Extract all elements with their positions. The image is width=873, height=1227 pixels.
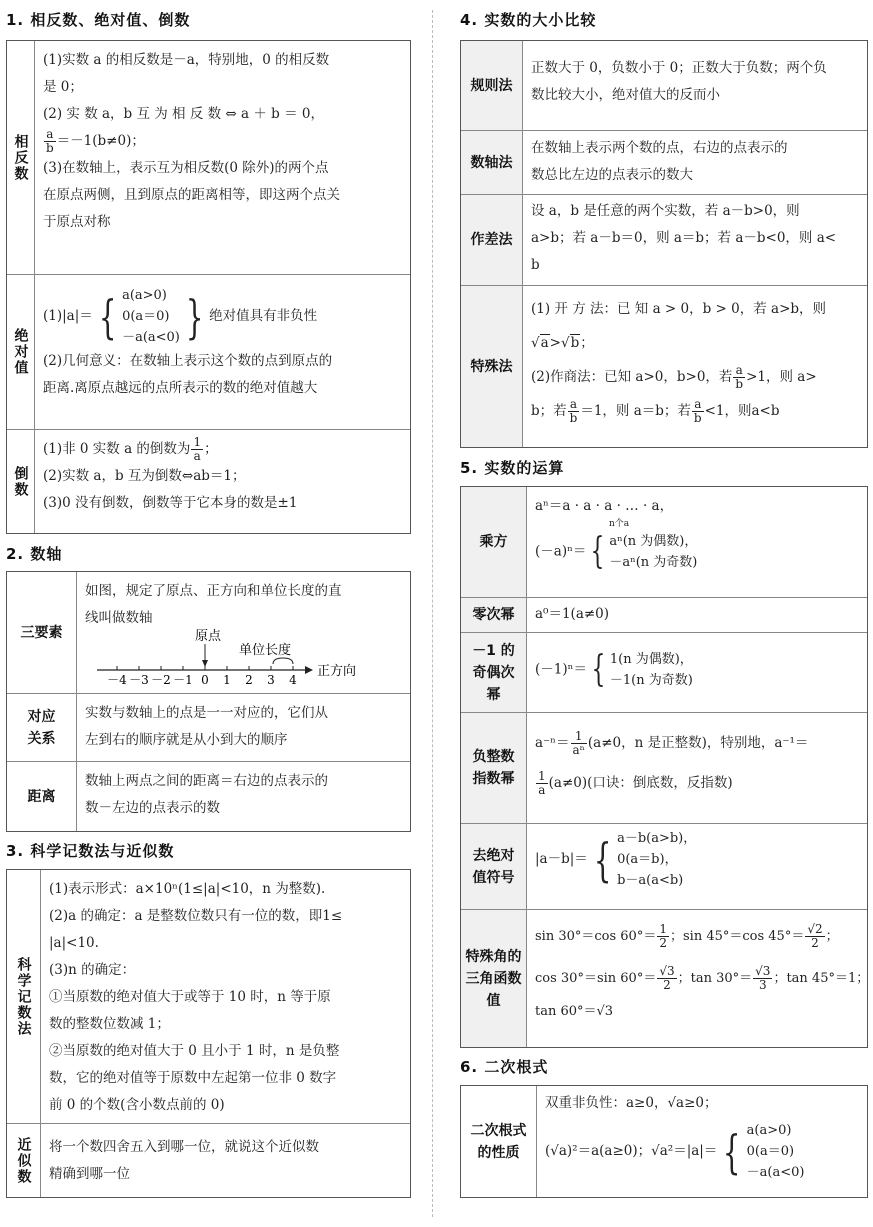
text-line: 将一个数四舍五入到哪一位，就说这个近似数 [49,1139,319,1155]
row-content [527,598,867,632]
tick-label: －2 [151,673,171,686]
left-brace: { [98,289,117,344]
fraction: $\frac{1}{\text{aⁿ}}$ [572,729,585,757]
row-label: 作差法 [461,195,523,285]
text-line: (2)作商法：已知 a>0，b>0，若 $\frac{a}{b}$ >1，则 a> [531,363,817,391]
text-line: |a－b|＝ { a－b(a>b)， 0(a＝b)， b－a(a<b) [535,831,697,888]
text-line: (3)n 的确定： [49,962,136,978]
row-content [41,1124,410,1197]
text-line: 线叫做数轴 [85,610,153,626]
row-three-elements [7,572,410,694]
text-line: 精确到哪一位 [49,1166,130,1182]
row-scientific-notation [7,870,410,1124]
fraction: $\frac{√3}{2}$ [659,964,675,992]
text-line: 数总比左边的点表示的数大 [531,167,693,183]
text-line: (1) 开 方 法：已 知 a > 0，b > 0，若 a>b，则 [531,301,827,317]
section-3-title: 3. 科学记数法与近似数 [6,842,175,860]
text-line: |a|<10. [49,935,99,951]
text-line: 数的整数位数减 1； [49,1016,170,1032]
section-3-table [6,869,411,1198]
fraction: $\frac{a}{b}$ [693,397,702,425]
text-line: sin 30°＝cos 60°＝ $\frac{1}{2}$ ；sin 45°＝cos 45°＝ $\frac{√2}{2}$ ； [535,922,839,950]
row-distance [7,762,410,831]
text-line: (－1)ⁿ＝ { 1(n 为偶数)， －1(n 为奇数) [535,649,693,690]
row-content [41,870,410,1123]
text-line: ①当原数的绝对值大于或等于 10 时，n 等于原 [49,989,331,1005]
row-content [527,487,867,597]
row-label: 绝对值 [7,275,35,429]
text-line: a⁻ⁿ＝ $\frac{1}{\text{aⁿ}}$ (a≠0，n 是正整数)，特别地，a⁻¹＝ [535,729,809,757]
row-label: 去绝对值符号 [461,824,527,909]
row-content [523,41,867,130]
text-line: (2)a 的确定：a 是整数位数只有一位的数，即1≤ [49,908,343,924]
text-line: 数，它的绝对值等于原数中左起第一位非 0 数字 [49,1070,337,1086]
row-label: 科学记数法 [7,870,41,1123]
text-line: (1)实数 a 的相反数是－a，特别地，0 的相反数 [43,52,330,68]
row-power [461,487,867,598]
text-line: 正数大于 0，负数小于 0；正数大于负数；两个负 [531,60,827,76]
row-label: －1 的奇偶次幂 [461,633,527,712]
row-label: 规则法 [461,41,523,130]
text-line: (1)非 0 实数 a 的倒数为 $\frac{1}{a}$ ； [43,435,218,463]
section-5-table [460,486,868,1048]
row-content [77,762,410,831]
row-difference-method [461,195,867,286]
tick-label: 0 [201,673,209,686]
origin-pointer-head [202,660,208,667]
text-line: 实数与数轴上的点是一一对应的，它们从 [85,705,328,721]
section-4-title: 4. 实数的大小比较 [460,11,597,29]
fraction: $\frac{a}{b}$ [735,363,744,391]
row-content [35,275,410,429]
text-line: 左到右的顺序就是从小到大的顺序 [85,732,288,748]
row-zero-power [461,598,867,633]
tick-label: －3 [129,673,149,686]
row-minus-one-power [461,633,867,713]
text-line: 数比较大小，绝对值大的反而小 [531,87,720,103]
fraction: $\frac{1}{2}$ [659,922,667,950]
text-line: cos 30°＝sin 60°＝ $\frac{√3}{2}$ ；tan 30°＝ $\frac{√3}{3}$ ；tan 45°＝1； [535,964,870,992]
row-content [35,430,410,533]
fraction: $\frac{√2}{2}$ [807,922,823,950]
fraction: $\frac{1}{a}$ [193,435,202,463]
text-line: 双重非负性：a≥0，√a≥0； [545,1095,718,1111]
row-absolute-value [7,275,410,430]
text-line: 是 0； [43,79,83,95]
text-line: 如图，规定了原点、正方向和单位长度的直 [85,583,342,599]
row-remove-absolute [461,824,867,910]
text-line: $\frac{1}{a}$ (a≠0)(口诀：倒底数，反指数) [538,769,733,797]
origin-label: 原点 [195,629,222,644]
row-label: 相反数 [7,41,35,274]
text-line: tan 60°＝√3 [535,1004,614,1019]
tick-label: －1 [173,673,193,686]
text-line: √a>√b； [531,335,594,351]
text-line: 前 0 的个数(含小数点前的 0) [49,1097,225,1113]
row-content [527,824,867,909]
section-2-table [6,571,411,832]
row-label: 特殊法 [461,286,523,447]
row-trig-values [461,910,870,1047]
row-rule-method [461,41,867,131]
text-line: ②当原数的绝对值大于 0 且小于 1 时，n 是负整 [49,1043,340,1059]
text-line: b [531,257,540,273]
number-line [97,628,397,686]
row-label: 特殊角的三角函数值 [461,910,527,1047]
text-line: (3)0 没有倒数，倒数等于它本身的数是±1 [43,495,298,511]
row-label: 近似数 [7,1124,41,1197]
row-content [523,286,867,447]
text-line: (3)在数轴上，表示互为相反数(0 除外)的两个点 [43,160,329,176]
text-line: 在原点两侧，且到原点的距离相等，即这两个点关 [43,187,340,203]
row-content [527,713,867,823]
row-special-method [461,286,867,447]
text-line: (1)表示形式：a×10ⁿ(1≤|a|<10，n 为整数). [49,881,326,897]
row-content [523,195,867,285]
text-line: a⁰＝1(a≠0) [535,606,610,622]
row-content [77,572,410,693]
row-label: 数轴法 [461,131,523,194]
text-line: (－a)ⁿ＝ { aⁿ(n 为偶数)， －aⁿ(n 为奇数) [535,531,698,572]
text-line: 距离.离原点越远的点所表示的数的绝对值越大 [43,380,318,396]
section-5-title: 5. 实数的运算 [460,459,565,477]
section-1-title: 1. 相反数、绝对值、倒数 [6,11,191,29]
row-radical-properties [461,1086,867,1197]
fraction: $\frac{a}{b}$ [569,397,578,425]
row-content [77,694,410,761]
tick-label: 1 [223,673,231,686]
row-label: 乘方 [461,487,527,597]
row-content [537,1086,867,1197]
row-number-line-method [461,131,867,195]
tick-label: 2 [245,673,253,686]
text-line: (2)几何意义：在数轴上表示这个数的点到原点的 [43,353,333,369]
row-label: 零次幂 [461,598,527,632]
text-line: 数轴上两点之间的距离＝右边的点表示的 [85,773,328,789]
fraction: $\frac{√3}{3}$ [755,964,771,992]
row-label: 负整数指数幂 [461,713,527,823]
section-4-table [460,40,868,448]
row-label: 距离 [7,762,77,831]
text-line: $\frac{a}{b}$ ＝－1(b≠0)； [46,127,145,155]
direction-label: 正方向 [317,664,357,679]
text-line: 数－左边的点表示的数 [85,800,220,816]
abs-definition: (1)|a|＝ { a(a>0) 0(a＝0) －a(a<0) } 绝对值具有非负性 [43,288,318,345]
text-line: b；若 $\frac{a}{b}$ ＝1，则 a＝b；若 $\frac{a}{b}$ <1，则a<b [531,397,780,425]
row-content [35,41,410,274]
brace-note: n个a [609,519,630,529]
row-content [523,131,867,194]
row-reciprocal [7,430,410,533]
row-opposite [7,41,410,275]
text-line: aⁿ＝a · a · a · … · a， [535,498,674,514]
unit-length-label: 单位长度 [239,643,292,658]
row-label: 三要素 [7,572,77,693]
text-line: 在数轴上表示两个数的点，右边的点表示的 [531,140,788,156]
row-content [527,910,870,1047]
row-label: 对应关系 [7,694,77,761]
fraction: $\frac{1}{a}$ [538,769,546,797]
right-brace: } [185,289,204,344]
section-6-table [460,1085,868,1198]
row-negative-exponent [461,713,867,824]
row-content [527,633,867,712]
row-approximate-number [7,1124,410,1197]
row-label: 倒数 [7,430,35,533]
text-line: a>b；若 a－b＝0，则 a＝b；若 a－b<0，则 a< [531,230,837,246]
text-line: 于原点对称 [43,214,111,230]
row-label: 二次根式的性质 [461,1086,537,1197]
tick-label: 3 [267,673,275,686]
fraction: $\frac{a}{b}$ [46,127,54,155]
section-2-title: 2. 数轴 [6,545,63,563]
axis-arrow [305,666,313,674]
section-6-title: 6. 二次根式 [460,1058,549,1076]
unit-length-brace [273,658,293,664]
text-line: (√a)²＝a(a≥0)；√a²＝|a|＝ { a(a>0) 0(a＝0) －a(a<0) [545,1123,805,1180]
text-line: (2) 实 数 a，b 互 为 相 反 数 ⇔ a ＋ b ＝ 0， [43,106,324,122]
tick-label: 4 [289,673,297,686]
tick-label: －4 [107,673,127,686]
text-line: 设 a，b 是任意的两个实数，若 a－b>0，则 [531,203,800,219]
text-line: (2)实数 a，b 互为倒数⇔ab＝1； [43,468,246,484]
row-correspondence [7,694,410,762]
section-1-table [6,40,411,534]
column-divider [432,10,433,1217]
